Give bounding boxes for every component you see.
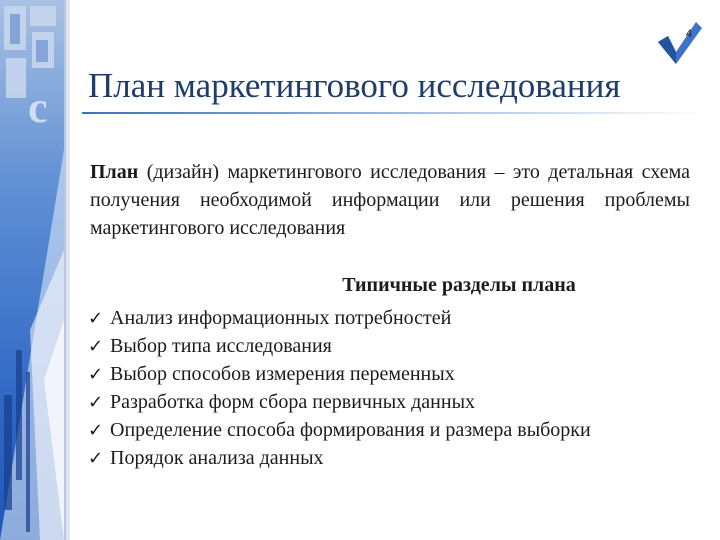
list-item-label: Анализ информационных потребностей xyxy=(110,307,452,329)
slide-title: План маркетингового исследования xyxy=(88,66,621,105)
sections-list xyxy=(88,304,591,472)
list-item xyxy=(88,304,591,332)
checkmark-icon: ✓ xyxy=(88,420,104,441)
list-item xyxy=(88,332,591,360)
svg-text:c: c xyxy=(28,83,48,132)
sections-heading: Типичные разделы плана xyxy=(342,274,576,296)
definition-term: План xyxy=(90,161,139,183)
list-item xyxy=(88,444,591,472)
list-item-label: Определение способа формирования и размера выборки xyxy=(110,419,591,441)
list-item-label: Разработка форм сбора первичных данных xyxy=(110,391,476,413)
checkmark-logo-icon xyxy=(656,20,704,66)
checkmark-icon: ✓ xyxy=(88,392,104,413)
list-item-label: Выбор типа исследования xyxy=(110,335,332,357)
definition-body: (дизайн) маркетингового исследования – это детальная схема получения необходимой информации или решения проблемы маркетингового исследования xyxy=(90,161,690,239)
list-item-label: Порядок анализа данных xyxy=(110,447,324,469)
checkmark-icon: ✓ xyxy=(88,308,104,329)
list-item xyxy=(88,388,591,416)
list-item xyxy=(88,360,591,388)
definition-text xyxy=(90,158,690,242)
checkmark-icon: ✓ xyxy=(88,448,104,469)
checkmark-icon: ✓ xyxy=(88,336,104,357)
page-number: 4 xyxy=(685,28,692,40)
checkmark-icon: ✓ xyxy=(88,364,104,385)
list-item xyxy=(88,416,591,444)
list-item-label: Выбор способов измерения переменных xyxy=(110,363,455,385)
